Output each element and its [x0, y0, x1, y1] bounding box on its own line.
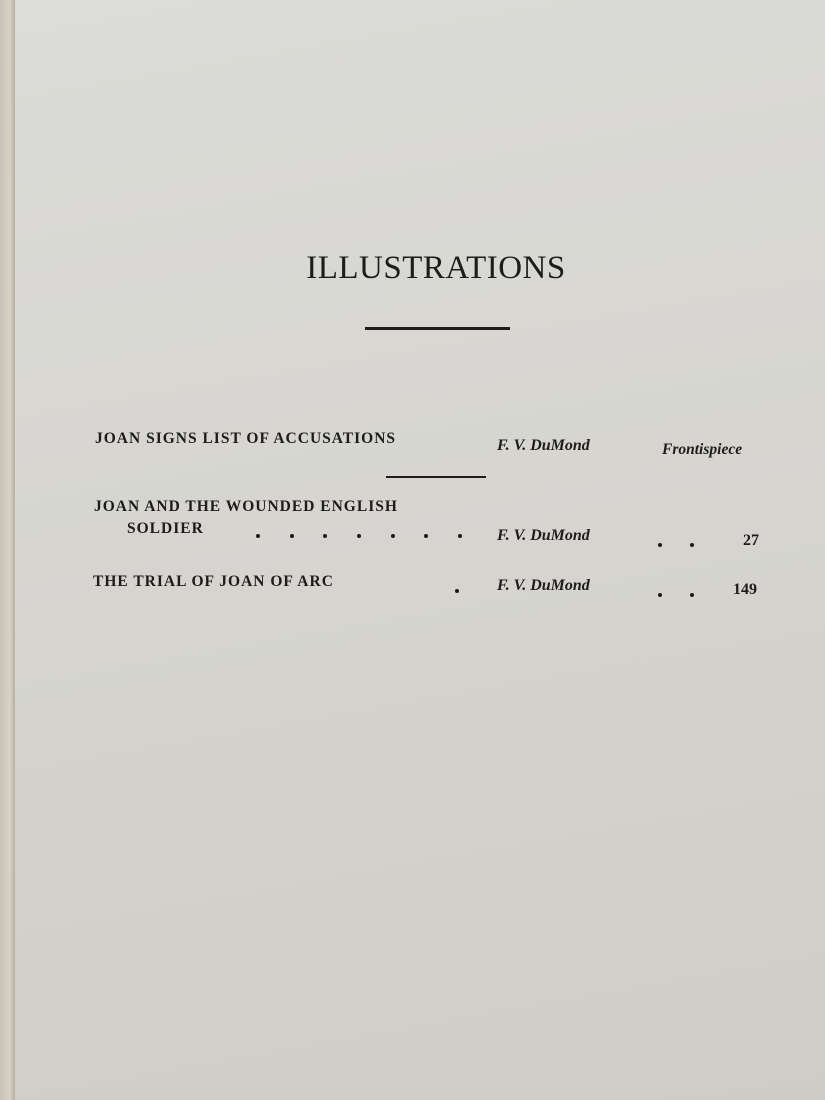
leader-dot [455, 589, 459, 593]
leader-dot [256, 534, 260, 538]
leader-dot [424, 534, 428, 538]
illustration-page: 27 [743, 532, 759, 549]
leader-dots [256, 523, 462, 541]
leader-dot [357, 534, 361, 538]
illustration-page: 149 [733, 581, 757, 598]
page-edge [0, 0, 15, 1100]
entry-divider [386, 476, 486, 478]
illustration-artist: F. V. DuMond [497, 437, 590, 454]
leader-dot [290, 534, 294, 538]
illustration-artist: F. V. DuMond [497, 527, 590, 544]
page-title: ILLUSTRATIONS [306, 250, 566, 286]
illustration-title-cont: SOLDIER [127, 520, 204, 537]
illustration-title: JOAN AND THE WOUNDED ENGLISH [94, 498, 398, 515]
leader-dot [458, 534, 462, 538]
illustration-page: Frontispiece [662, 441, 743, 458]
leader-dot [391, 534, 395, 538]
title-divider [365, 327, 510, 330]
illustration-artist: F. V. DuMond [497, 577, 590, 594]
leader-dot [690, 543, 694, 547]
leader-dot [323, 534, 327, 538]
illustration-title: THE TRIAL OF JOAN OF ARC [93, 573, 334, 590]
illustration-title: JOAN SIGNS LIST OF ACCUSATIONS [95, 430, 397, 447]
leader-dots [658, 582, 694, 600]
leader-dot [690, 593, 694, 597]
leader-dots [455, 578, 459, 596]
leader-dot [658, 543, 662, 547]
leader-dot [658, 593, 662, 597]
leader-dots [658, 532, 694, 550]
